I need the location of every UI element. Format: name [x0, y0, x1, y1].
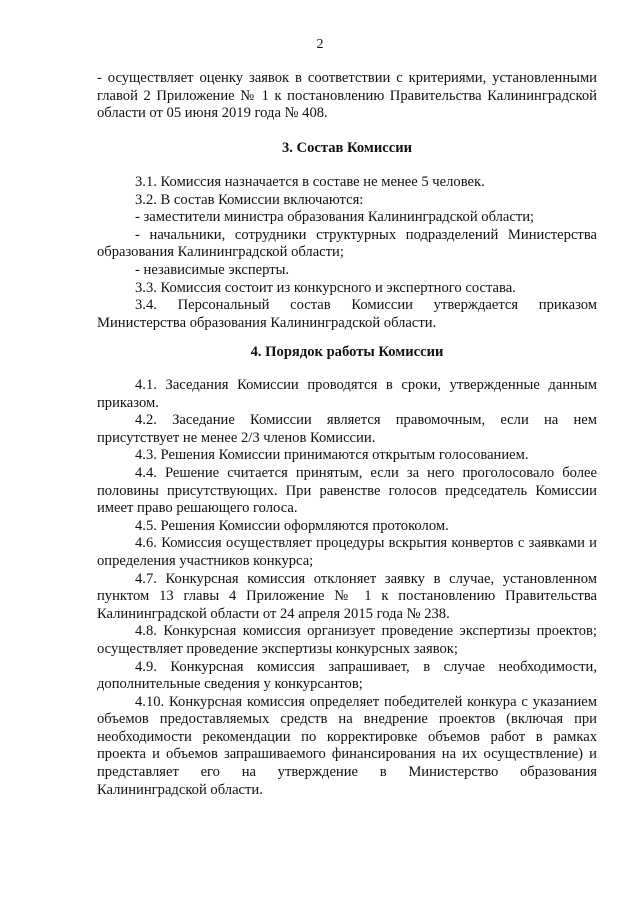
section-3-heading: 3. Состав Комиссии [281, 140, 413, 156]
clause-3-2-item-1: - заместители министра образования Калининградской области; [135, 209, 535, 226]
intro-block [97, 70, 597, 123]
section-4 [97, 344, 597, 362]
clause-4-5: 4.5. Решения Комиссии оформляются протоколом. [135, 517, 449, 534]
section-4-body [97, 377, 597, 799]
clause-4-4: 4.4. Решение считается принятым, если за него проголосовало более половины присутствующих. При равенстве голосов председатель Комиссии имеет право решающего голоса. [97, 464, 597, 517]
page-number: 2 [316, 37, 324, 52]
clause-3-4: 3.4. Персональный состав Комиссии утверждается приказом Министерства образования Калининградской области. [97, 297, 597, 331]
clause-4-2: 4.2. Заседание Комиссии является правомочным, если на нем присутствует не менее 2/3 членов Комиссии. [97, 412, 597, 446]
clause-4-10: 4.10. Конкурсная комиссия определяет победителей конкура с указанием объемов предоставляемых средств на внедрение проектов (включая при необходимости рекомендации по корректировке объемов работ в рамках проекта и объемов запрашиваемого финансирования на их осуществление) и представляет его на утверждение в Министерство образования Калининградской области. [97, 693, 597, 798]
clause-4-3: 4.3. Решения Комиссии принимаются открытым голосованием. [135, 447, 529, 464]
section-3-body [97, 174, 597, 332]
clause-4-1: 4.1. Заседания Комиссии проводятся в сроки, утвержденные данным приказом. [97, 377, 597, 411]
clause-4-7: 4.7. Конкурсная комиссия отклоняет заявку в случае, установленном пунктом 13 главы 4 Приложение № 1 к постановлению Правительства Калининградской области от 24 апреля 2015 года № 238. [97, 570, 597, 622]
clause-4-8: 4.8. Конкурсная комиссия организует проведение экспертизы проектов; осуществляет проведение экспертизы конкурсных заявок; [97, 623, 597, 657]
intro-paragraph: - осуществляет оценку заявок в соответствии с критериями, установленными главой 2 Приложение № 1 к постановлению Правительства Калининградской области от 05 июня 2019 года № 408. [97, 70, 597, 122]
clause-3-1: 3.1. Комиссия назначается в составе не менее 5 человек. [135, 174, 485, 190]
clause-3-2-item-3: - независимые эксперты. [135, 261, 290, 278]
section-3 [97, 140, 597, 158]
clause-4-6: 4.6. Комиссия осуществляет процедуры вскрытия конвертов с заявками и определения участников конкурса; [97, 535, 597, 569]
clause-3-2-item-2: - начальники, сотрудники структурных подразделений Министерства образования Калининградской области; [97, 226, 597, 261]
clause-3-2: 3.2. В состав Комиссии включаются: [135, 191, 364, 208]
clause-3-3: 3.3. Комиссия состоит из конкурсного и экспертного состава. [135, 279, 516, 296]
clause-4-9: 4.9. Конкурсная комиссия запрашивает, в случае необходимости, дополнительные сведения у конкурсантов; [97, 658, 597, 693]
section-4-heading: 4. Порядок работы Комиссии [250, 344, 444, 360]
